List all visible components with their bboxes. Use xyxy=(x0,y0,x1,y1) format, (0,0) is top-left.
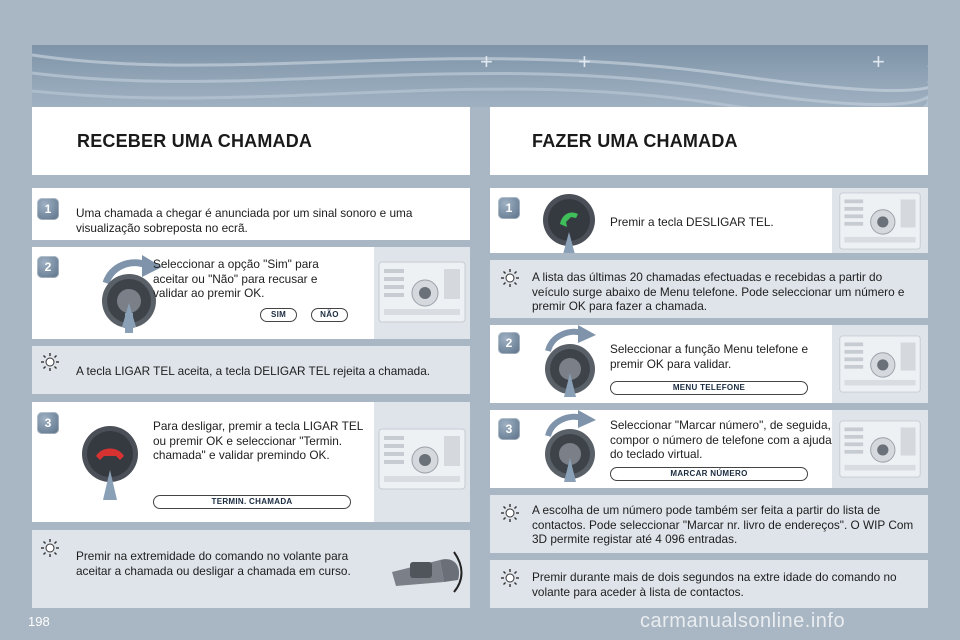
left-tip-panel xyxy=(32,346,470,394)
right-step-2-panel xyxy=(490,325,928,403)
watermark: carmanualsonline.info xyxy=(640,610,846,632)
decorative-banner xyxy=(32,45,928,107)
step-number-badge: 3 xyxy=(498,418,520,440)
tip-text: A escolha de um número pode também ser feita a partir do lista de contactos. Pode seleccionar "Marcar nr. livro de endereços". O WIP Com 3D permite registar até 4 096 entradas. xyxy=(532,503,914,546)
steering-stalk-icon xyxy=(388,542,466,598)
plus-decoration: + xyxy=(872,49,885,74)
left-section-title: RECEBER UMA CHAMADA xyxy=(77,131,313,151)
step-number-badge: 1 xyxy=(498,197,520,219)
left-section-header xyxy=(32,107,470,175)
step-text: Seleccionar "Marcar número", de seguida, compor o número de telefone com a ajuda do teclado virtual. xyxy=(610,418,832,461)
radio-unit-illustration xyxy=(374,247,470,339)
step-text: Seleccionar a função Menu telefone e premir OK para validar. xyxy=(610,342,809,371)
step-number-badge: 1 xyxy=(37,198,59,220)
plus-decoration: + xyxy=(578,49,591,74)
tip-text: Premir durante mais de dois segundos na extre idade do comando no volante para aceder à lista de contactos. xyxy=(532,570,897,599)
info-sun-icon xyxy=(40,538,60,558)
step-number-badge: 3 xyxy=(37,412,59,434)
step-text: Seleccionar a opção "Sim" para aceitar ou "Não" para recusar e validar ao premir OK. xyxy=(153,257,319,300)
left-step-2-panel xyxy=(32,247,470,339)
radio-unit-illustration xyxy=(832,325,928,403)
right-tip-panel-3 xyxy=(490,560,928,608)
page-number: 198 xyxy=(28,614,50,629)
rotary-knob-icon xyxy=(536,410,606,488)
info-sun-icon xyxy=(40,352,60,372)
right-section-header xyxy=(490,107,928,175)
car-radio-icon xyxy=(378,261,466,323)
tip-text: Premir na extremidade do comando no volante para aceitar a chamada ou desligar a chamada em curso. xyxy=(76,549,351,578)
right-section-title: FAZER UMA CHAMADA xyxy=(532,131,738,151)
radio-unit-illustration xyxy=(374,402,470,522)
step-text: Para desligar, premir a tecla LIGAR TEL ou premir OK e seleccionar "Termin. chamada" e validar premindo OK. xyxy=(153,419,363,462)
right-tip-panel-2 xyxy=(490,495,928,553)
tip-text: A tecla LIGAR TEL aceita, a tecla DELIGAR TEL rejeita a chamada. xyxy=(76,364,431,378)
step-text: Uma chamada a chegar é anunciada por um sinal sonoro e uma visualização sobreposta no ecrã. xyxy=(76,206,413,235)
right-step-3-panel xyxy=(490,410,928,488)
tip-text: A lista das últimas 20 chamadas efectuadas e recebidas a partir do veículo surge abaixo de Menu telefone. Pode seleccionar um número e premir OK para fazer a chamada. xyxy=(532,270,905,313)
car-radio-icon xyxy=(836,335,924,393)
step-number-badge: 2 xyxy=(498,332,520,354)
rotary-knob-icon xyxy=(536,325,606,403)
left-step-3-panel xyxy=(32,402,470,522)
marcar-numero-button[interactable]: MARCAR NÚMERO xyxy=(610,467,808,481)
hangup-phone-key-icon xyxy=(78,422,142,500)
car-radio-icon xyxy=(836,192,924,250)
info-sun-icon xyxy=(500,503,520,523)
right-step-1-panel xyxy=(490,188,928,253)
radio-unit-illustration xyxy=(832,410,928,488)
plus-decoration: + xyxy=(480,49,493,74)
step-number-badge: 2 xyxy=(37,256,59,278)
left-tip-panel-2 xyxy=(32,530,470,608)
menu-telefone-button[interactable]: MENU TELEFONE xyxy=(610,381,808,395)
left-step-1-panel xyxy=(32,188,470,240)
car-radio-icon xyxy=(836,420,924,478)
sim-button[interactable]: SIM xyxy=(260,308,297,322)
call-phone-key-icon xyxy=(540,192,598,253)
step-text: Premir a tecla DESLIGAR TEL. xyxy=(610,215,774,229)
info-sun-icon xyxy=(500,268,520,288)
info-sun-icon xyxy=(500,568,520,588)
right-tip-panel-1 xyxy=(490,260,928,318)
radio-unit-illustration xyxy=(832,188,928,253)
terminate-call-button[interactable]: TERMIN. CHAMADA xyxy=(153,495,351,509)
nao-button[interactable]: NÃO xyxy=(311,308,348,322)
car-radio-icon xyxy=(378,428,466,490)
